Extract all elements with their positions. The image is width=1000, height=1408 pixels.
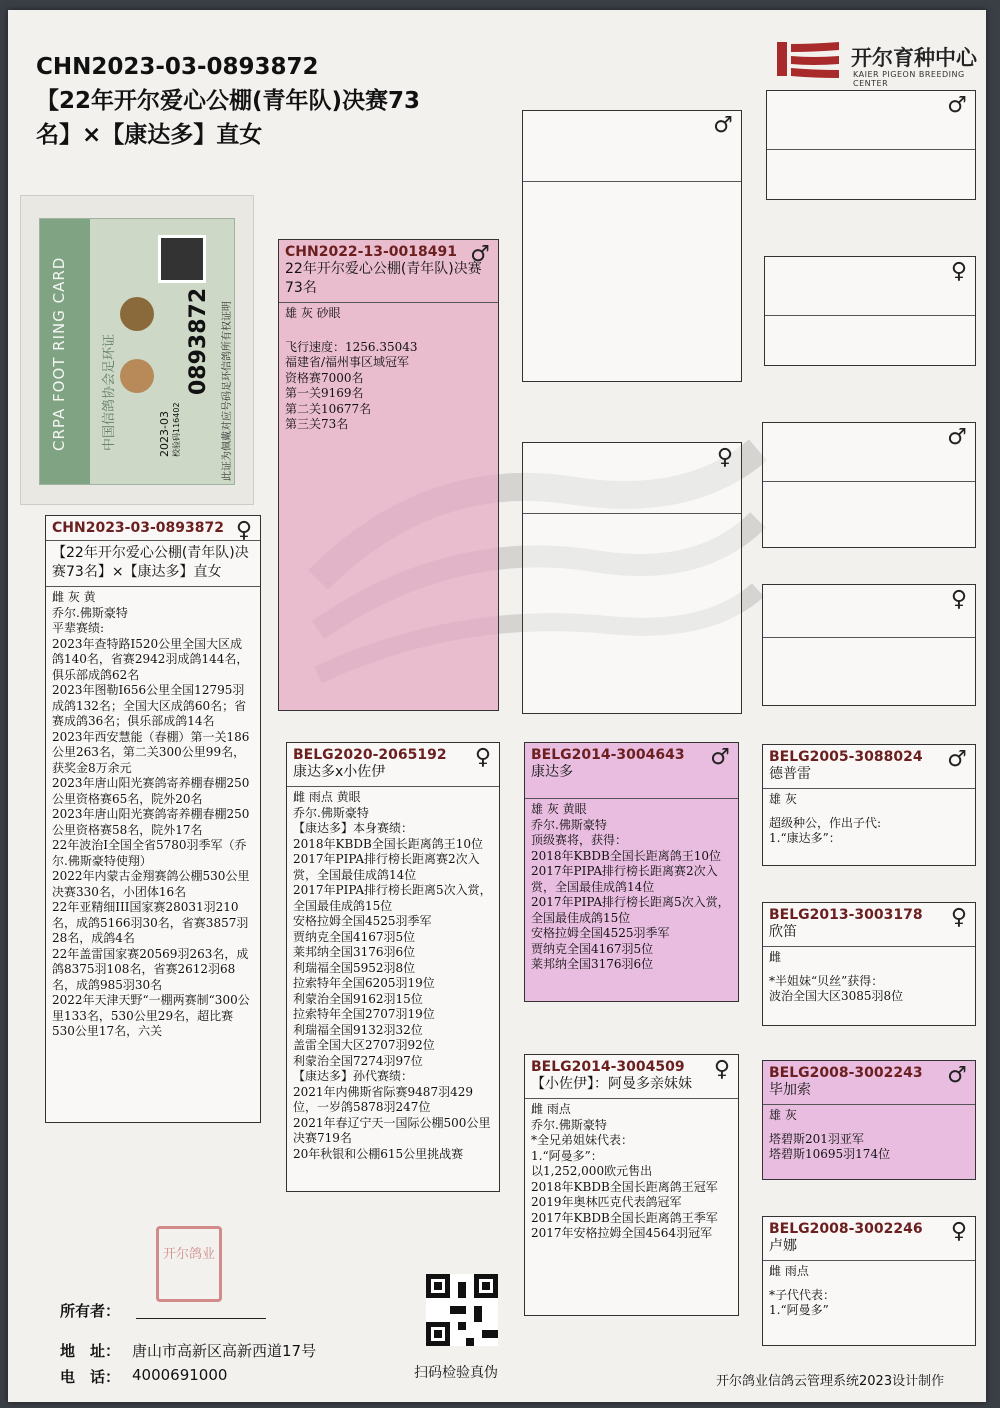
dam-dam-record: 乔尔.佛斯豪特 *全兄弟姐妹代表： 1.“阿曼多”： 以1,252,000欧元售出 2018年KBDB全国长距离鸽王冠军 2019年奥林匹克代表鸽冠军 2017年KBDB全国长距离鸽王季军 2017年安格拉姆全国4564羽冠军 — [531, 1117, 718, 1240]
female-icon: ♀ — [235, 518, 252, 543]
dam-dam-traits: 雌 雨点 — [531, 1102, 571, 1116]
male-icon: ♂ — [710, 745, 730, 770]
dam-sire-box — [524, 742, 739, 1002]
female-icon: ♀ — [950, 905, 967, 930]
female-icon: ♀ — [474, 745, 491, 770]
subject-record: 乔尔.佛斯豪特 平辈赛绩: 2023年查特路I520公里全国大区成鸽140名，省赛2942羽成鸽144名，俱乐部成鸽62名 2023年图勒I656公里全国12795羽成鸽132名；全国大区成鸽60名；省赛成鸽36名；俱乐部成鸽14名 2023年西安慧能（春棚）第一关186公里263名，第二关300公里99名，获奖金8万余元 2023年唐山阳光赛鸽寄养棚春棚250公里资格赛65名，院外20名 2023年唐山阳光赛鸽寄养棚春棚250公里资格赛58名，院外17名 22年波治I全国全省5780羽季军（乔尔.佛斯豪特使翔） 2022年内蒙古金翔赛鸽公棚530公里决赛330名，小团体16名 22年亚精细III国家赛28031羽210名，成鸽5166羽30名，省赛3857羽28名，成鸽4名 22年盖雷国家赛20569羽263名，成鸽8375羽108名，省赛2612羽68名，成鸽985羽30名 2022年天津天野“一棚两赛制“300公里133名，530公里29名，超比赛530公里17名，六关 — [52, 605, 250, 1038]
gen4-traits: 雌 雨点 — [769, 1264, 809, 1278]
dam-sire-ring-number: BELG2014-3004643 — [531, 747, 685, 763]
kaier-logo-icon — [773, 38, 843, 80]
red-seal-stamp — [156, 1226, 222, 1302]
title-line: 名】×【康达多】直女 — [36, 122, 263, 148]
gen4-ring-number: BELG2008-3002243 — [769, 1065, 923, 1081]
address-value: 唐山市高新区高新西道17号 — [132, 1342, 317, 1360]
owner-label: 所有者： — [60, 1302, 121, 1320]
address-label: 地 址： — [60, 1342, 121, 1360]
dam-sire-name: 康达多 — [531, 764, 573, 780]
phone-label: 电 话： — [60, 1368, 121, 1386]
dam-sire-dam-box — [762, 902, 976, 1026]
dam-name: 康达多x小佐伊 — [293, 764, 386, 780]
sire-record: 飞行速度：1256.35043 福建省/福州事区域冠军 资格赛7000名 第一关9169名 第二关10677名 第三关73名 — [285, 339, 418, 431]
ring-card-emblem-icon — [120, 297, 154, 331]
sire-box — [278, 239, 499, 711]
gen4-box-3 — [762, 422, 976, 548]
pedigree-title — [36, 50, 476, 152]
sire-dam-box — [522, 442, 742, 714]
dam-sire-sire-box — [762, 744, 976, 866]
dam-box — [286, 742, 500, 1192]
subject-traits: 雌 灰 黄 — [52, 590, 96, 604]
dam-dam-name: 【小佐伊】：阿曼多亲妹妹 — [531, 1076, 692, 1092]
title-line: 【22年开尔爱心公棚(青年队)决赛73 — [36, 88, 421, 114]
female-icon: ♀ — [716, 445, 733, 470]
gen4-traits: 雄 灰 — [769, 792, 797, 806]
gen4-ring-number: BELG2013-3003178 — [769, 907, 923, 923]
gen4-traits: 雌 — [769, 950, 782, 964]
male-icon: ♂ — [713, 113, 733, 138]
gen4-ring-number: BELG2008-3002246 — [769, 1221, 923, 1237]
ring-card-note: 此证为佩戴对应号码足环信鸽所有权证明 — [222, 301, 233, 481]
dam-dam-sire-box — [762, 1060, 976, 1180]
sire-name: 22年开尔爱心公棚(青年队)决赛73名 — [285, 261, 482, 296]
title-ring-number: CHN2023-03-0893872 — [36, 54, 319, 80]
ring-card-face — [39, 218, 235, 485]
scan-verify-label: 扫码检验真伪 — [414, 1365, 498, 1381]
ring-card-qr-icon — [158, 235, 206, 283]
female-icon: ♀ — [950, 1219, 967, 1244]
brand-logo — [773, 38, 983, 86]
subject-ring-number: CHN2023-03-0893872 — [52, 520, 224, 536]
male-icon: ♂ — [947, 93, 967, 118]
male-icon: ♂ — [470, 242, 490, 267]
pedigree-sheet — [8, 10, 986, 1402]
verification-qr-icon[interactable] — [426, 1274, 498, 1346]
ring-card-code: 2023-03 — [158, 411, 171, 457]
gen4-name: 毕加索 — [769, 1082, 811, 1098]
system-credit: 开尔鸽业信鸽云管理系统2023设计制作 — [716, 1374, 945, 1389]
owner-signature-line — [136, 1318, 266, 1319]
subject-pigeon-box — [45, 515, 261, 1123]
gen4-box-4 — [762, 584, 976, 706]
dam-traits: 雌 雨点 黄眼 — [293, 790, 361, 804]
dam-record: 乔尔.佛斯豪特 【康达多】本身赛绩： 2018年KBDB全国长距离鸽王10位 2017年PIPA排行榜长距离赛2次入赏，全国最佳成鸽14位 2017年PIPA排行榜长距离5次入赏，全国最佳成鸽15位 安格拉姆全国4525羽季军 贾纳克全国4167羽5位 莱邦纳全国3176羽6位 利瑞福全国5952羽8位 拉索特年全国6205羽19位 利蒙治全国9162羽15位 拉索特年全国2707羽19位 利瑞福全国9132羽32位 盖雷全国大区2707羽92位 利蒙治全国7274羽97位 【康达多】孙代赛绩： 2021年内佛斯省际赛9487羽429位，一岁鸽5878羽247位 2021年春辽宁天一国际公棚500公里决赛719名 20年秋银和公棚615公里挑战赛 — [293, 805, 492, 1161]
ring-card-number: 0893872 — [186, 287, 211, 395]
gen4-name: 欣笛 — [769, 924, 797, 940]
ring-card-cn-title: 中国信鸽协会足环证 — [102, 333, 117, 451]
female-icon: ♀ — [950, 259, 967, 284]
subject-name: 【22年开尔爱心公棚(青年队)决赛73名】×【康达多】直女 — [52, 545, 249, 580]
female-icon: ♀ — [713, 1057, 730, 1082]
foot-ring-card — [20, 195, 254, 505]
female-icon: ♀ — [950, 587, 967, 612]
dam-dam-box — [524, 1054, 739, 1316]
male-icon: ♂ — [947, 747, 967, 772]
gen4-record: 超级种公，作出子代: 1.“康达多”： — [769, 815, 882, 845]
gen4-name: 卢娜 — [769, 1238, 797, 1254]
gen4-ring-number: BELG2005-3088024 — [769, 749, 923, 765]
gen4-record: *子代代表： 1.“阿曼多” — [769, 1287, 836, 1317]
sire-traits: 雄 灰 砂眼 — [285, 306, 341, 320]
logo-en-text: KAIER PIGEON BREEDING CENTER — [853, 70, 965, 88]
gen4-record: 塔碧斯201羽亚军 塔碧斯10695羽174位 — [769, 1131, 891, 1161]
dam-ring-number: BELG2020-2065192 — [293, 747, 447, 763]
ring-card-band-text: CRPA FOOT RING CARD — [50, 256, 68, 451]
logo-cn-text: 开尔育种中心 — [851, 46, 977, 70]
gen4-box-2 — [764, 256, 976, 366]
gen4-name: 德普雷 — [769, 766, 811, 782]
ring-card-globe-icon — [120, 359, 154, 393]
male-icon: ♂ — [947, 425, 967, 450]
seal-text: 开尔鸽业 — [162, 1247, 215, 1262]
dam-sire-traits: 雄 灰 黄眼 — [531, 802, 587, 816]
ring-card-band — [40, 219, 90, 484]
gen4-traits: 雄 灰 — [769, 1108, 797, 1122]
gen4-record: *半姐妹“贝丝”获得： 波治全国大区3085羽8位 — [769, 973, 904, 1003]
sire-ring-number: CHN2022-13-0018491 — [285, 244, 457, 260]
dam-dam-ring-number: BELG2014-3004509 — [531, 1059, 685, 1075]
hologram-sticker-icon — [278, 1222, 368, 1312]
phone-value: 4000691000 — [132, 1366, 228, 1384]
ring-card-checkcode: 校验码116402 — [172, 402, 181, 457]
dam-dam-dam-box — [762, 1216, 976, 1346]
dam-sire-record: 乔尔.佛斯豪特 顶级赛将，获得： 2018年KBDB全国长距离鸽王10位 2017年PIPA排行榜长距离赛2次入赏，全国最佳成鸽14位 2017年PIPA排行榜长距离5次入赏，全国最佳成鸽15位 安格拉姆全国4525羽季军 贾纳克全国4167羽5位 莱邦纳全国3176羽6位 — [531, 817, 730, 971]
gen4-box-1 — [766, 90, 976, 200]
male-icon: ♂ — [947, 1063, 967, 1088]
sire-sire-box — [522, 110, 742, 382]
